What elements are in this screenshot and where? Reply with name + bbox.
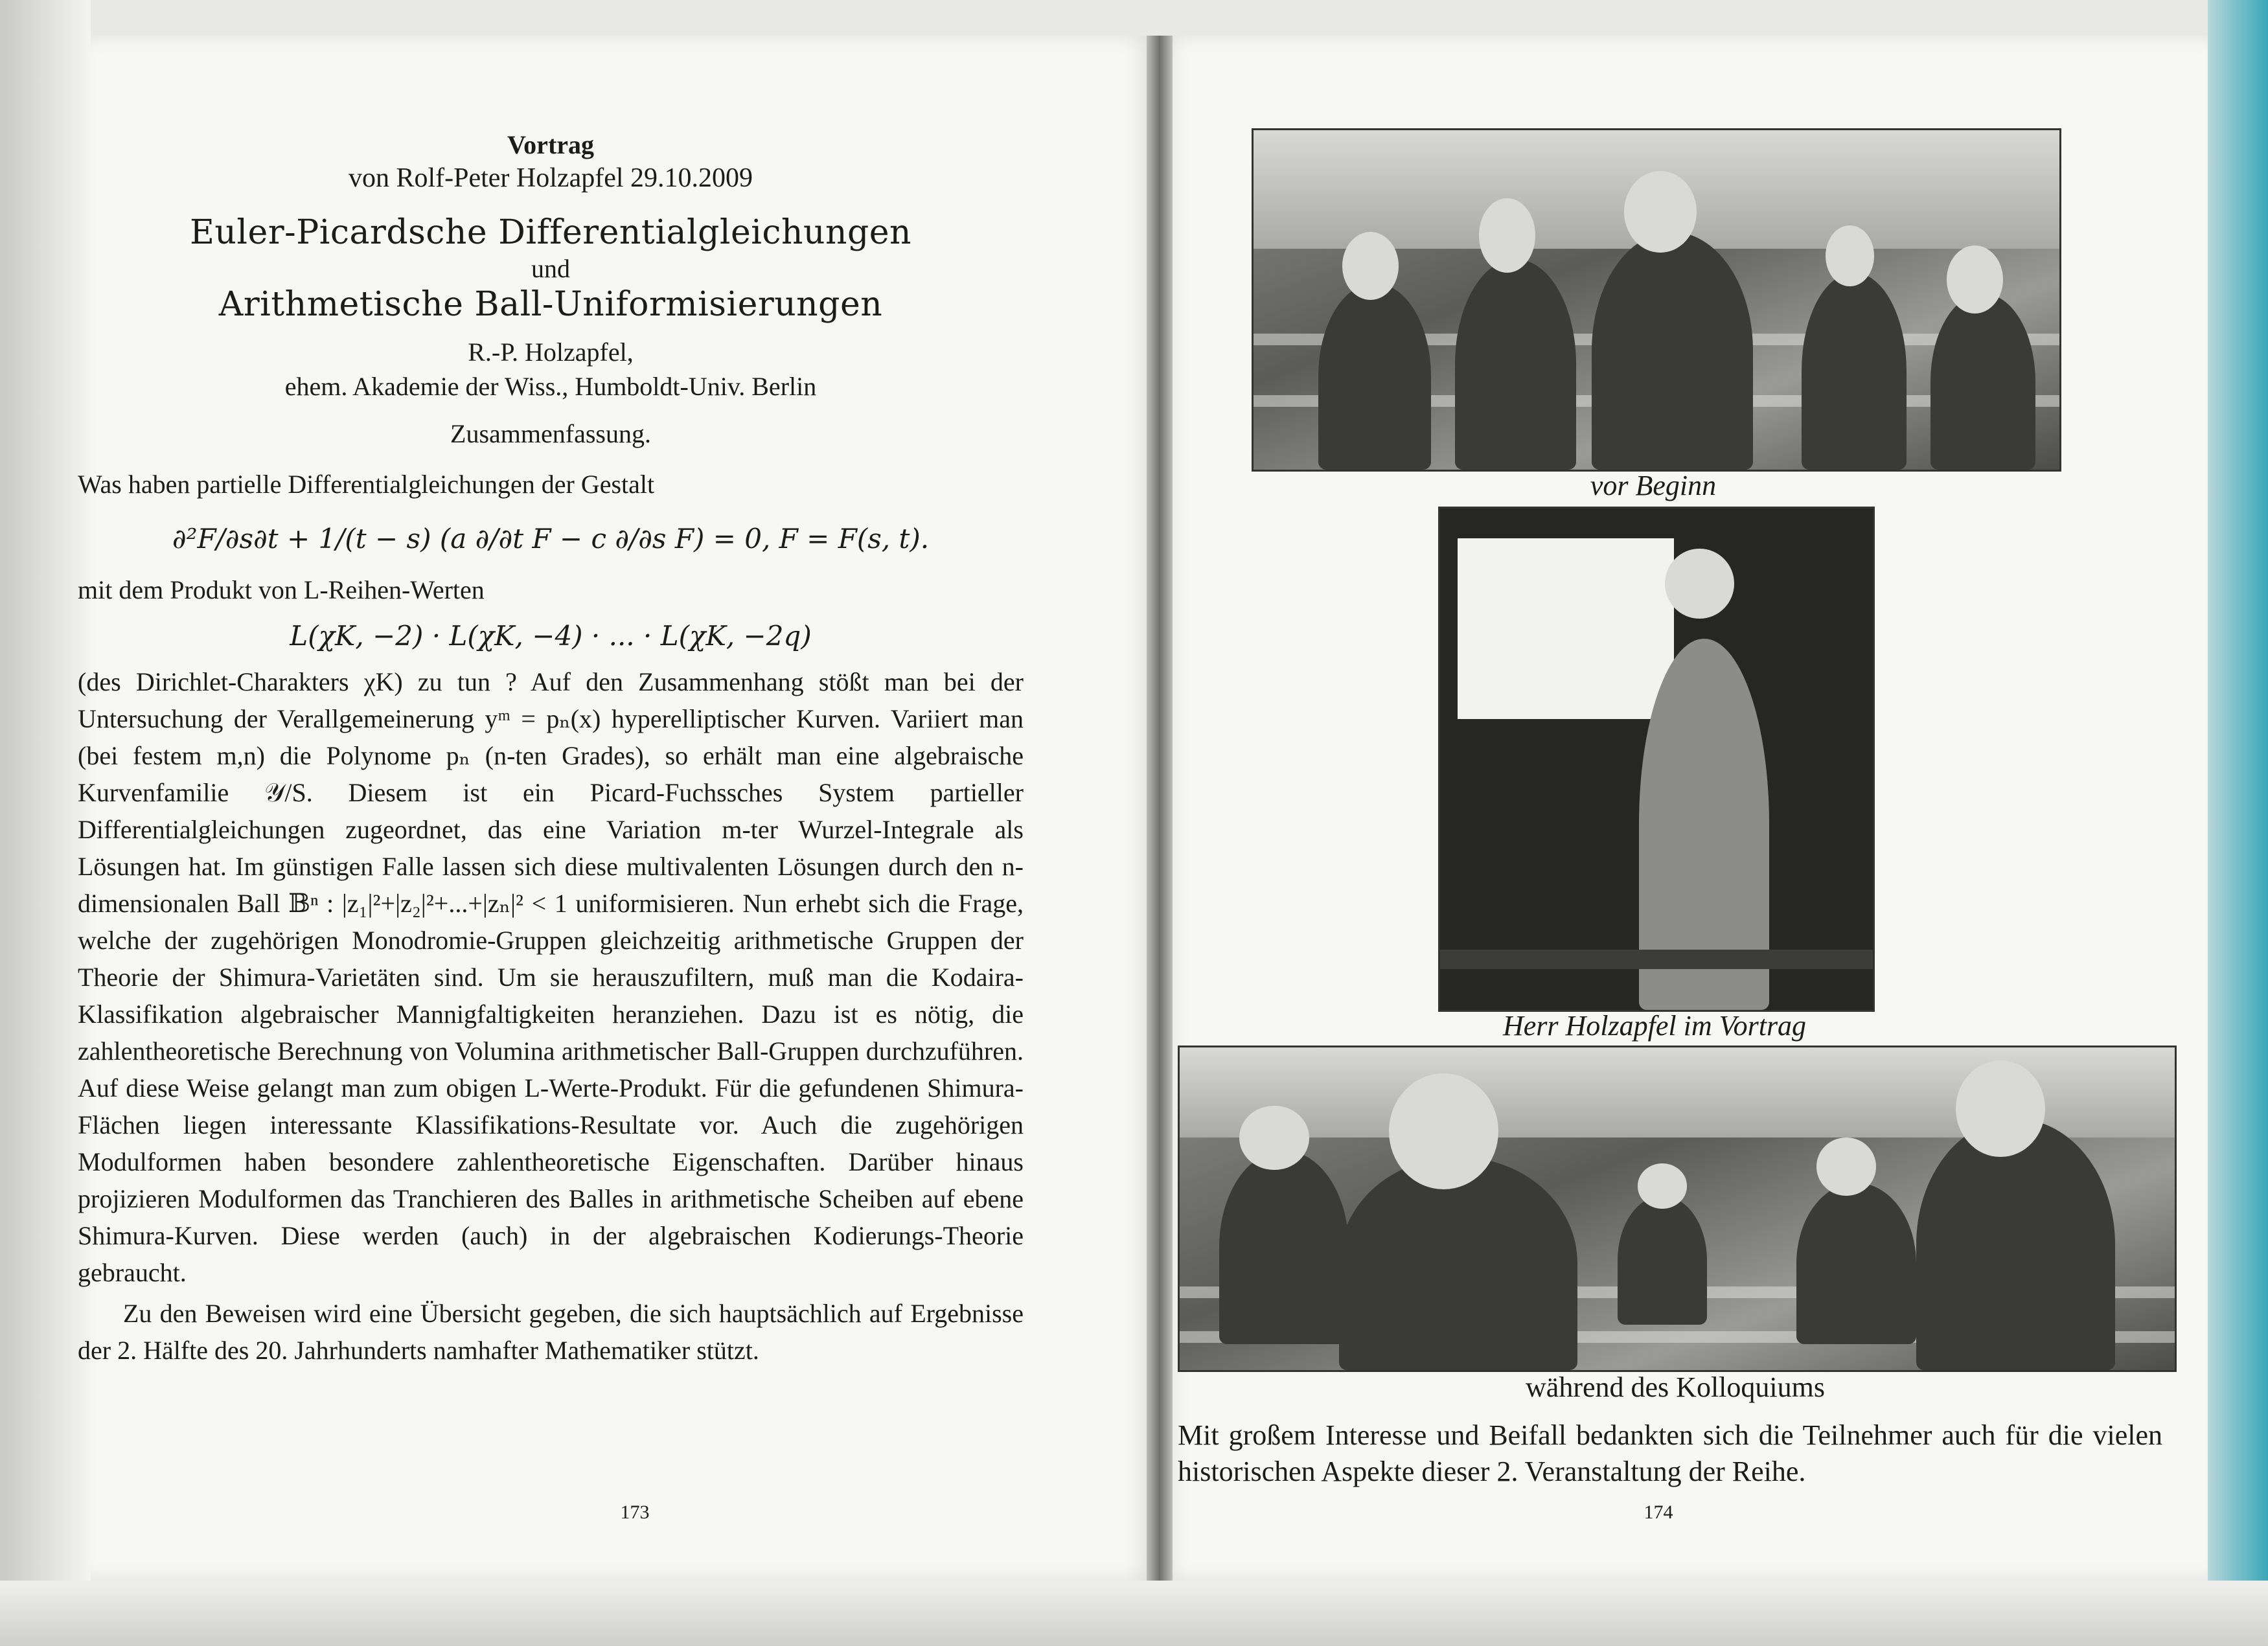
lecture-title-line1: Euler-Picardsche Differentialgleichungen xyxy=(189,213,912,252)
photo-lecture xyxy=(1438,507,1875,1012)
author-name: R.-P. Holzapfel, xyxy=(468,337,634,367)
scan-edge-bottom xyxy=(0,1581,2268,1646)
book-cover-edge xyxy=(2208,0,2268,1646)
photo-before-start xyxy=(1252,128,2061,472)
summary-heading: Zusammenfassung. xyxy=(450,419,651,448)
summary-body: (des Dirichlet-Charakters χK) zu tun ? Auf den Zusammenhang stößt man bei der Untersuchung der Verallgemeinerung yᵐ = pₙ(x) hyperelliptischer Kurven. Variiert man (bei festem m,n) die Polynome pₙ (n-ten Grades), so erhält man eine algebraische Kurvenfamilie 𝒴/S. Diesem ist ein Picard-Fuchssches System partieller Differentialgleichungen zugeordnet, das eine Variation m-ter Wurzel-Integrale als Lösungen hat. Im günstigen Falle lassen sich diese multivalenten Lösungen durch den n-dimensionalen Ball 𝔹ⁿ : |z₁|²+|z₂|²+...+|zₙ|² < 1 uniformisieren. Nun erhebt sich die Frage, welche der zugehörigen Monodromie-Gruppen gleichzeitig arithmetische Gruppen der Theorie der Shimura-Varietäten sind. Um sie herauszufiltern, muß man die Kodaira-Klassifikation algebraischer Mannigfaltigkeiten heranziehen. Dazu ist es nötig, die zahlentheoretische Berechnung von Volumina arithmetischer Ball-Gruppen durchzuführen. Auf diese Weise gelangt man zum obigen L-Werte-Produkt. Für die gefundenen Shimura-Flächen liegen interessante Klassifikations-Resultate vor. Auch die zugehörigen Modulformen haben besondere zahlentheoretische Eigenschaften. Darüber hinaus projizieren Modulformen das Tranchieren des Balles in arithmetische Scheiben auf ebene Shimura-Kurven. Diese werden (auch) in der algebraischen Kodierungs-Theorie gebraucht. xyxy=(78,667,1024,1287)
page-number-right: 174 xyxy=(1644,1502,1673,1523)
lecture-title-line3: Arithmetische Ball-Uniformisierungen xyxy=(218,285,883,324)
summary-intro: Was haben partielle Differentialgleichungen der Gestalt xyxy=(78,470,655,499)
caption-during-colloquium: während des Kolloquiums xyxy=(1526,1371,1825,1403)
product-intro: mit dem Produkt von L-Reihen-Werten xyxy=(78,575,485,604)
left-page-content xyxy=(78,91,1024,1369)
equation-pde: ∂²F/∂s∂t + 1/(t − s) (a ∂/∂t F − c ∂/∂s F) = 0, F = F(s, t). xyxy=(172,523,930,554)
author-affiliation: ehem. Akademie der Wiss., Humboldt-Univ. Berlin xyxy=(284,372,817,401)
equation-l-product: L(χK, −2) · L(χK, −4) · ... · L(χK, −2q) xyxy=(290,620,812,652)
caption-lecture: Herr Holzapfel im Vortrag xyxy=(1502,1010,1807,1042)
page-number-left: 173 xyxy=(620,1502,650,1523)
scan-edge xyxy=(0,0,91,1646)
lecture-title-line2: und xyxy=(531,254,570,283)
summary-final-paragraph: Zu den Beweisen wird eine Übersicht gegeben, die sich hauptsächlich auf Ergebnisse der 2. Hälfte des 20. Jahrhunderts namhafter Mathematiker stützt. xyxy=(78,1299,1024,1365)
book-gutter xyxy=(1147,36,1173,1581)
photo-during-colloquium xyxy=(1178,1046,2177,1372)
lecture-byline: von Rolf-Peter Holzapfel 29.10.2009 xyxy=(348,163,753,193)
caption-before-start: vor Beginn xyxy=(1590,470,1717,501)
closing-remark: Mit großem Interesse und Beifall bedankten sich die Teilnehmer auch für die vielen historischen Aspekte dieser 2. Veranstaltung der Reihe. xyxy=(1178,1419,2162,1487)
lecture-heading: Vortrag xyxy=(507,130,595,159)
